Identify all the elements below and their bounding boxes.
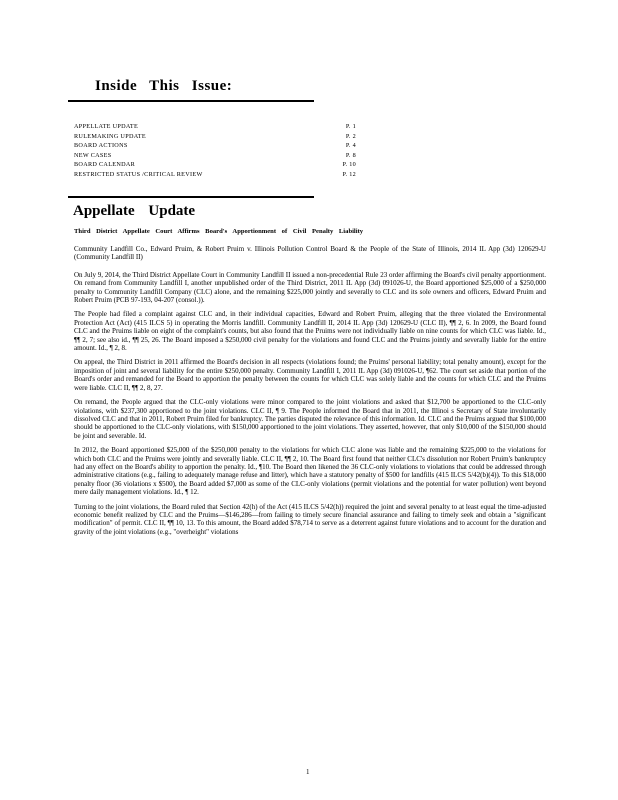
toc-item-page: P. 8	[345, 151, 356, 159]
table-of-contents	[74, 122, 356, 179]
toc-item-page: P. 2	[345, 132, 356, 140]
article-headline: Third District Appellate Court Affirms Board's Apportionment of Civil Penalty Liability	[74, 228, 364, 235]
toc-item[interactable]	[74, 160, 356, 170]
toc-item-page: P. 4	[345, 142, 356, 149]
toc-divider	[68, 196, 314, 198]
toc-item[interactable]	[74, 132, 356, 142]
page-number: 1	[306, 768, 310, 776]
toc-item-label: NEW CASES	[74, 151, 112, 159]
toc-item-page: P. 1	[345, 123, 356, 130]
article-paragraph: Turning to the joint violations, the Board ruled that Section 42(h) of the Act (415 ILCS 5/42(h)) required the joint and several penalty to at least equal the time-adjusted economic benefit realized by CLC and the Pruims—$146,286—from failing to timely secure financial assurance and failing to timely seek and obtain a "significant modification" of permit. CLC II, ¶¶ 10, 13. To this amount, the Board added $78,714 to serve as a deterrent against future violations and to account for the duration and gravity of the joint violations (e.g., "overheight" violations	[74, 502, 546, 536]
article-paragraph: On July 9, 2014, the Third District Appellate Court in Community Landfill II issued a non-precedential Rule 23 order affirming the Board's civil penalty apportionment. On remand from Community Landfill I, another unpublished order of the Third District, 2011 IL App (3d) 091026-U, the Board apportioned $25,000 of a $250,000 penalty to Community Landfill Company (CLC) alone, and the remaining $225,000 jointly and severally to CLC and its sole owners and officers, Edward Pruim and Robert Pruim (PCB 97-193, 04-207 (consol.)).	[74, 270, 546, 305]
section-title: Appellate Update	[73, 203, 196, 219]
toc-item[interactable]	[74, 170, 356, 180]
toc-item-label: BOARD ACTIONS	[74, 142, 128, 149]
heading-divider	[68, 100, 314, 102]
article-paragraph: In 2012, the Board apportioned $25,000 of the $250,000 penalty to the violations for which CLC alone was liable and the remaining $225,000 to the violations for which both CLC and the Pruims were jointly and severally liable. CLC II, ¶¶ 2, 10. The Board first found that neither CLC's dissolution nor Robert Pruim's bankruptcy had any effect on the Board's ability to apportion the penalty. Id., ¶10. The Board then likened the 36 CLC-only violations to violations that could be addressed through administrative citations (e.g., failing to adequately manage refuse and litter), which have a statutory penalty of $500 for landfills (415 ILCS 5/42(b)(4)). To this $18,000 penalty floor (36 violations x $500), the Board added $7,000 as some of the CLC-only violations (permit violations and the potential for water pollution) went beyond mere daily management violations. Id., ¶ 12.	[74, 446, 546, 497]
article-paragraph: On appeal, the Third District in 2011 affirmed the Board's decision in all respects (violations found; the Pruims' personal liability; total penalty amount), except for the imposition of joint and several liability for the entire $250,000 penalty. Community Landfill I, 2011 IL App (3d) 091026-U, ¶62. The court set aside that portion of the Board's order and remanded for the Board to apportion the penalty between the counts for which CLC was solely liable and the counts for which CLC and the Pruims were liable. CLC II, ¶¶ 2, 8, 27.	[74, 358, 546, 392]
article-paragraph: The People had filed a complaint against CLC and, in their individual capacities, Edward and Robert Pruim, alleging that the three violated the Environmental Protection Act (Act) (415 ILCS 5) in operating the Morris landfill. Community Landfill II, 2014 IL App (3d) 120629-U (CLC II), ¶¶ 2, 6. In 2009, the Board found CLC and the Pruims liable on eight of the complaint's counts, but also found that the Pruims were not individually liable on nine counts for which CLC was liable. Id., ¶¶ 2, 7; see also id., ¶¶ 25, 26. The Board imposed a $250,000 civil penalty for the violations and found CLC and the Pruims jointly and severally liable for the entire amount. Id., ¶ 2, 8.	[74, 310, 546, 353]
case-citation: Community Landfill Co., Edward Pruim, & Robert Pruim v. Illinois Pollution Control Board & the People of the State of Illinois, 2014 IL App (3d) 120629-U (Community Landfill II)	[74, 245, 546, 262]
inside-this-issue-heading: Inside This Issue:	[95, 78, 233, 94]
toc-item-label: APPELLATE UPDATE	[74, 123, 139, 130]
toc-item[interactable]	[74, 151, 356, 161]
toc-item-page: P. 10	[342, 161, 356, 168]
toc-item-label: RESTRICTED STATUS /CRITICAL REVIEW	[74, 170, 203, 178]
article-body	[74, 245, 546, 542]
toc-item[interactable]	[74, 122, 356, 132]
toc-item-page: P. 12	[342, 170, 356, 178]
toc-item-label: RULEMAKING UPDATE	[74, 132, 146, 140]
article-paragraph: On remand, the People argued that the CLC-only violations were minor compared to the joint violations and asked that $12,700 be apportioned to the CLC-only violations, with $237,300 apportioned to the joint violations. CLC II, ¶ 9. The People informed the Board that in 2011, the Illinoi s Secretary of State involuntarily dissolved CLC and that in 2011, Robert Pruim filed for bankruptcy. The parties disputed the relevance of this information. Id. CLC and the Pruims argued that $100,000 should be apportioned to the CLC-only violations, with $150,000 apportioned to the joint violations. They asserted, however, that only $10,000 of the $150,000 should be joint and severable. Id.	[74, 398, 546, 440]
toc-item-label: BOARD CALENDAR	[74, 161, 136, 168]
toc-item[interactable]	[74, 141, 356, 151]
